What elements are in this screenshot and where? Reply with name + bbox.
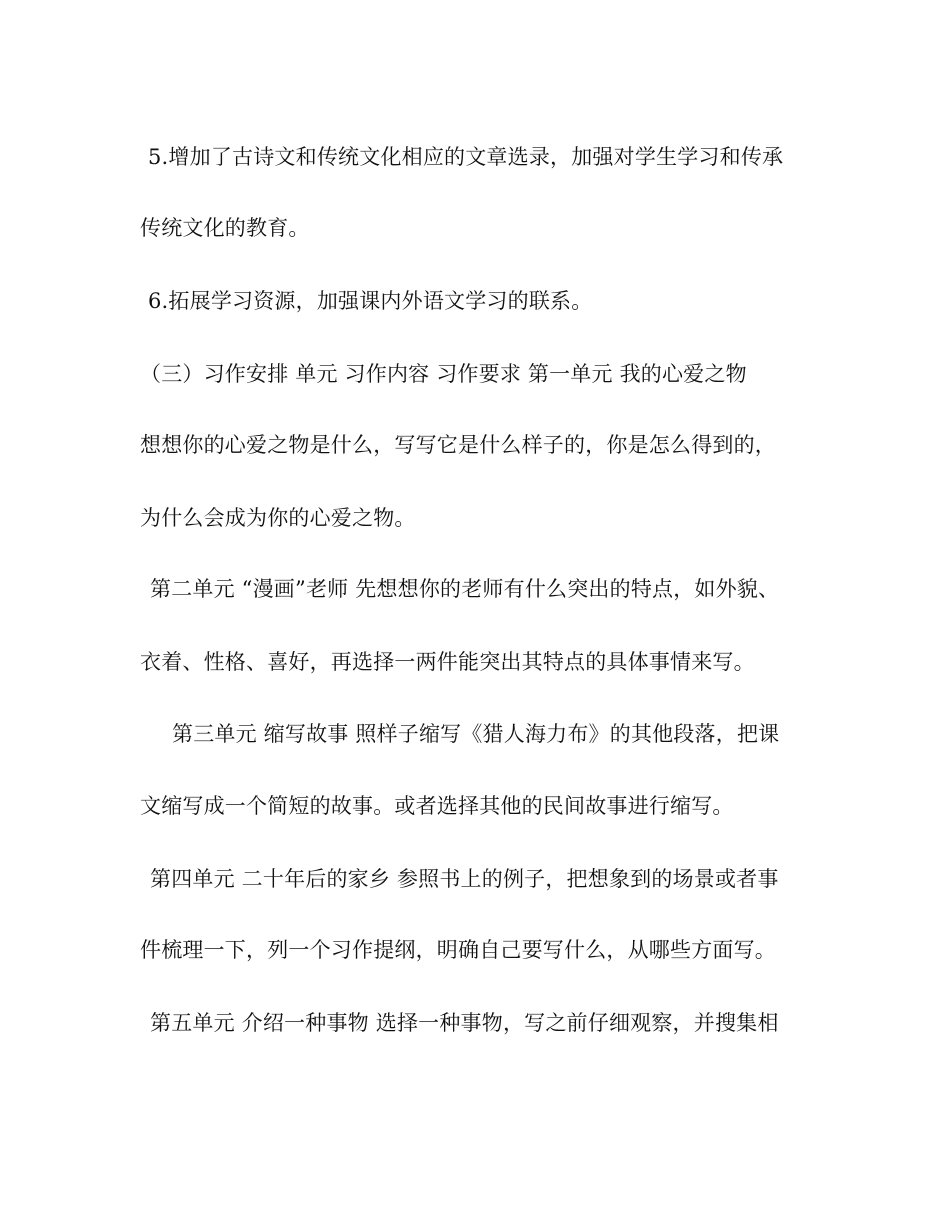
paragraph-line: 文缩写成一个简短的故事。或者选择其他的民间故事进行缩写。 (140, 794, 734, 818)
paragraph-line: 5.增加了古诗文和传统文化相应的文章选录，加强对学生学习和传承 (148, 145, 784, 169)
paragraph-line: 第五单元 介绍一种事物 选择一种事物，写之前仔细观察，并搜集相 (150, 1011, 779, 1035)
paragraph-line: 第二单元 “漫画”老师 先想想你的老师有什么突出的特点，如外貌、 (150, 577, 780, 601)
paragraph-line: 第四单元 二十年后的家乡 参照书上的例子，把想象到的场景或者事 (150, 867, 779, 891)
paragraph-line: 为什么会成为你的心爱之物。 (140, 506, 416, 530)
paragraph-line: 6.拓展学习资源，加强课内外语文学习的联系。 (148, 289, 593, 313)
section-heading-line: （三）习作安排 单元 习作内容 习作要求 第一单元 我的心爱之物 (140, 362, 747, 386)
paragraph-line: 传统文化的教育。 (140, 216, 310, 240)
paragraph-line: 衣着、性格、喜好，再选择一两件能突出其特点的具体事情来写。 (140, 650, 755, 674)
paragraph-line: 第三单元 缩写故事 照样子缩写《猎人海力布》的其他段落，把课 (172, 722, 780, 746)
paragraph-line: 想想你的心爱之物是什么，写写它是什么样子的，你是怎么得到的， (140, 433, 776, 457)
paragraph-line: 件梳理一下，列一个习作提纲，明确自己要写什么，从哪些方面写。 (140, 938, 776, 962)
